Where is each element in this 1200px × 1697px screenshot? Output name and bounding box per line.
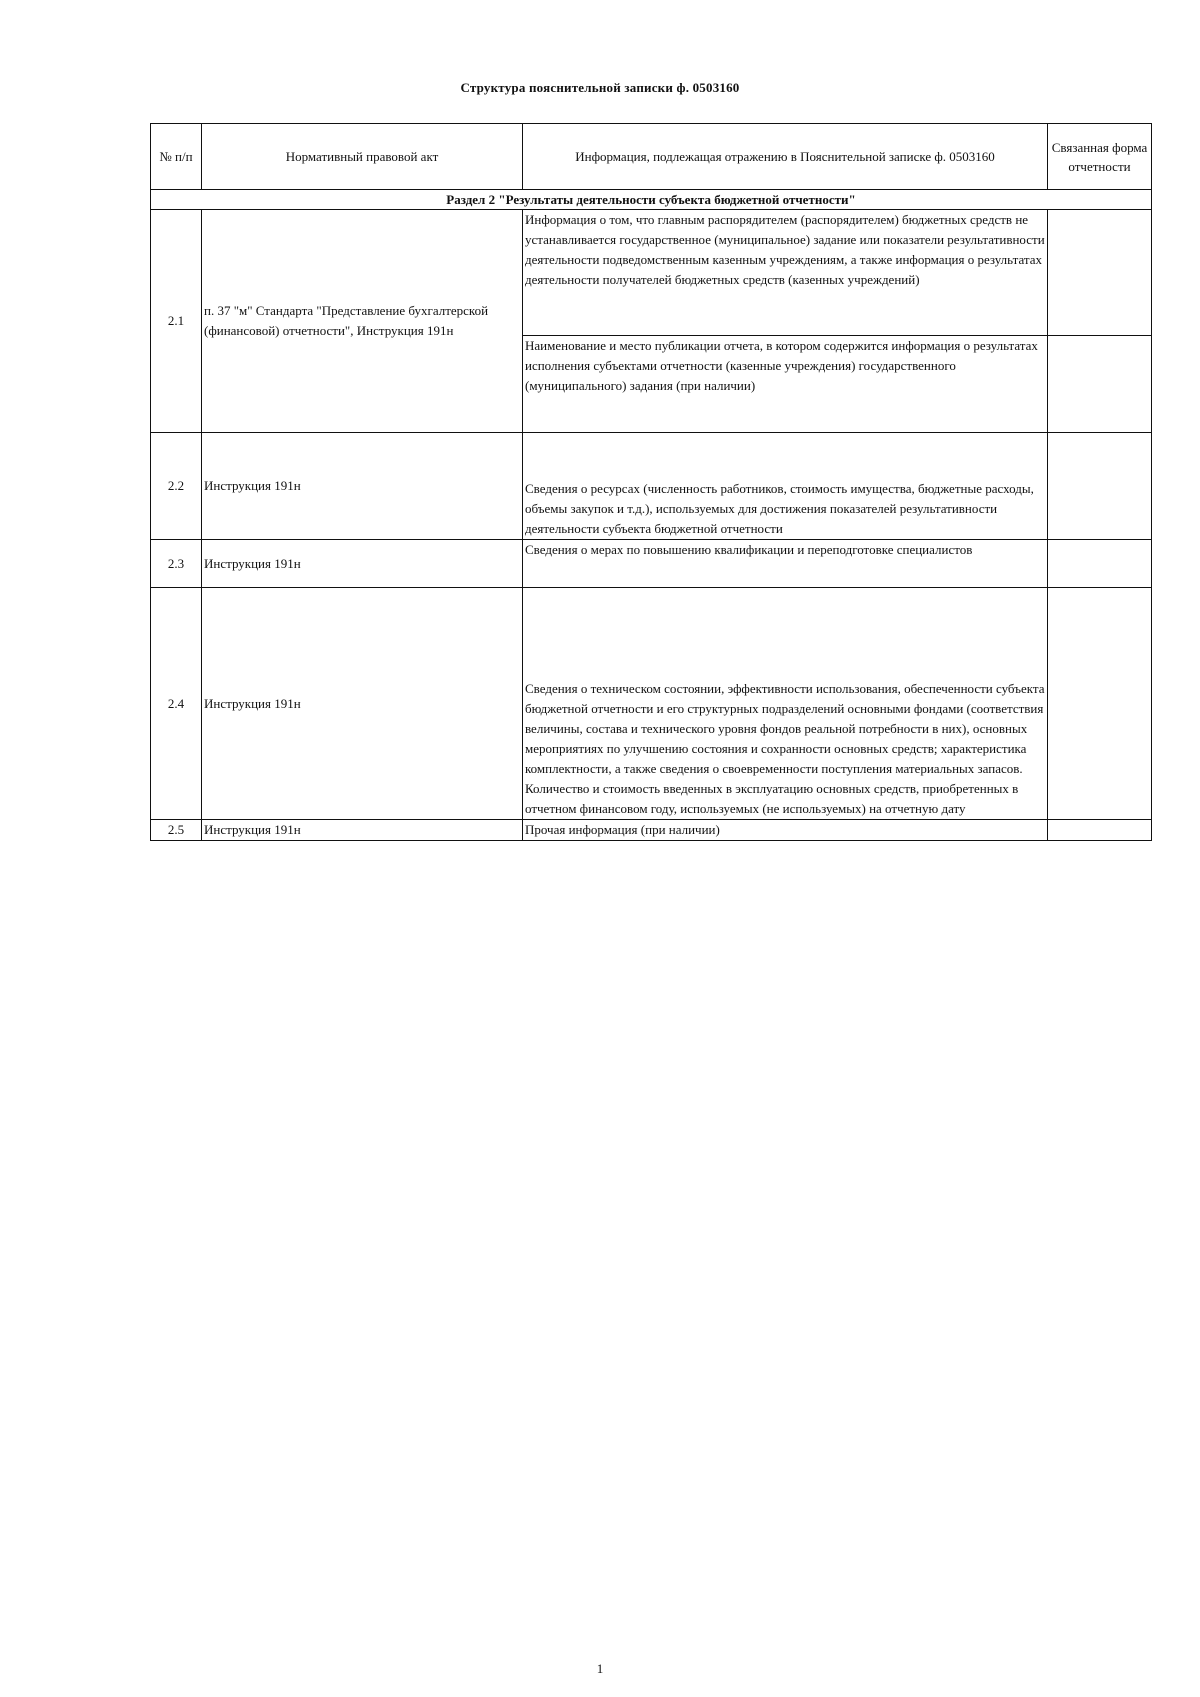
- row-info: Сведения о мерах по повышению квалификации и переподготовке специалистов: [523, 540, 1048, 588]
- row-act: п. 37 "м" Стандарта "Представление бухгалтерской (финансовой) отчетности", Инструкция 191н: [202, 210, 523, 433]
- row-form: [1048, 433, 1152, 540]
- document-title: Структура пояснительной записки ф. 0503160: [460, 80, 740, 95]
- explanatory-note-structure-table: [150, 123, 1152, 841]
- row-info: Сведения о ресурсах (численность работников, стоимость имущества, бюджетные расходы, объемы закупок и т.д.), используемых для достижения показателей результативности деятельности субъекта бюджетной отчетности: [523, 433, 1048, 540]
- table-row: [151, 540, 1152, 588]
- row-num: 2.1: [151, 210, 202, 433]
- row-info: Прочая информация (при наличии): [523, 820, 1048, 841]
- row-info: Сведения о техническом состоянии, эффективности использования, обеспеченности субъекта бюджетной отчетности и его структурных подразделений основными фондами (соответствия величины, состава и технического уровня фондов реальной потребности в них), основных мероприятиях по улучшению состояния и сохранности основных средств; характеристика комплектности, а также сведения о своевременности поступления материальных запасов. Количество и стоимость введенных в эксплуатацию основных средств, приобретенных в отчетном финансовом году, используемых (не используемых) на отчетную дату: [523, 588, 1048, 820]
- header-form: Связанная форма отчетности: [1048, 124, 1152, 190]
- row-info: Наименование и место публикации отчета, в котором содержится информация о результатах исполнения субъектами отчетности (казенные учреждения) государственного (муниципального) задания (при наличии): [523, 336, 1048, 433]
- row-act: Инструкция 191н: [202, 588, 523, 820]
- row-form: [1048, 210, 1152, 336]
- row-act: Инструкция 191н: [202, 540, 523, 588]
- row-num: 2.3: [151, 540, 202, 588]
- page-number: 1: [596, 1661, 604, 1676]
- header-num: № п/п: [151, 124, 202, 190]
- row-act: Инструкция 191н: [202, 433, 523, 540]
- section-row: [151, 190, 1152, 210]
- table-header-row: [151, 124, 1152, 190]
- row-form: [1048, 540, 1152, 588]
- row-num: 2.4: [151, 588, 202, 820]
- row-form: [1048, 336, 1152, 433]
- row-info: Информация о том, что главным распорядителем (распорядителем) бюджетных средств не устанавливается государственное (муниципальное) задание или показатели результативности деятельности подведомственным казенным учреждениям, а также информация о результатах деятельности получателей бюджетных средств (казенных учреждений): [523, 210, 1048, 336]
- row-act: Инструкция 191н: [202, 820, 523, 841]
- section-title: Раздел 2 "Результаты деятельности субъекта бюджетной отчетности": [151, 190, 1152, 210]
- table-row: [151, 210, 1152, 336]
- row-num: 2.5: [151, 820, 202, 841]
- row-form: [1048, 820, 1152, 841]
- table-row: [151, 820, 1152, 841]
- row-num: 2.2: [151, 433, 202, 540]
- table-row: [151, 588, 1152, 820]
- table-row: [151, 433, 1152, 540]
- header-act: Нормативный правовой акт: [202, 124, 523, 190]
- header-info: Информация, подлежащая отражению в Пояснительной записке ф. 0503160: [523, 124, 1048, 190]
- row-form: [1048, 588, 1152, 820]
